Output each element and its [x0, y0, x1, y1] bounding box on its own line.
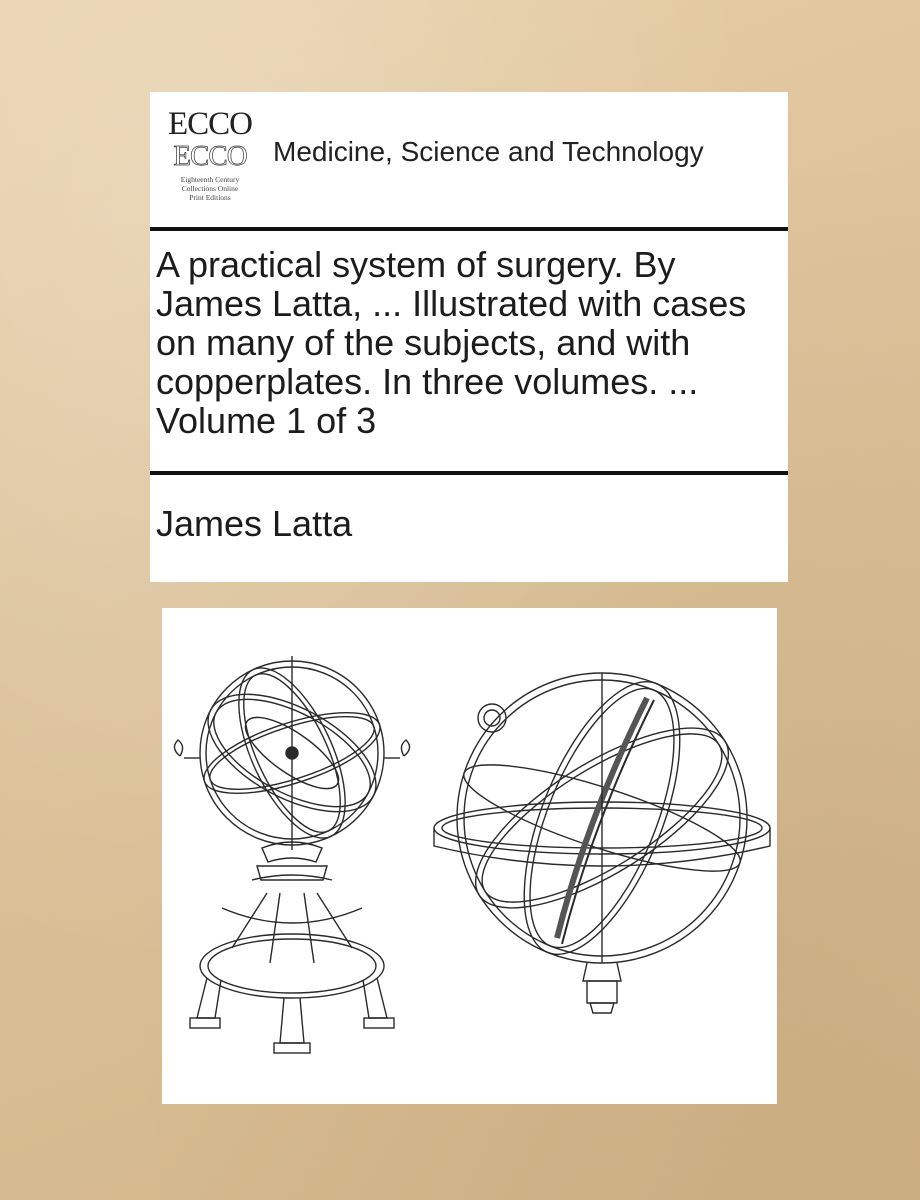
series-title: Medicine, Science and Technology	[273, 136, 704, 167]
ecco-logo-subtitle-line: Collections Online	[181, 184, 239, 193]
ecco-logo-subtitle	[160, 175, 260, 202]
book-title: A practical system of surgery. By James Latta, ... Illustrated with cases on many of the subjects, and with copperplates. In three volumes. ... Volume 1 of 3	[156, 244, 747, 441]
armillary-sphere-icon	[174, 653, 409, 1053]
ecco-logo-text: ECCO	[167, 106, 252, 142]
ecco-logo-subtitle-line: Print Editions	[189, 193, 231, 202]
ecco-logo-subtitle-line: Eighteenth Century	[180, 175, 240, 184]
ecco-logo-outline-mark: ECCO	[173, 140, 247, 172]
cover-illustration	[162, 608, 777, 1104]
series-header	[150, 92, 788, 227]
ecco-logo	[160, 102, 260, 217]
cover-card	[150, 92, 788, 582]
book-author: James Latta	[156, 503, 353, 544]
engraving-svg	[162, 608, 777, 1104]
celestial-sphere-icon	[434, 661, 770, 1013]
